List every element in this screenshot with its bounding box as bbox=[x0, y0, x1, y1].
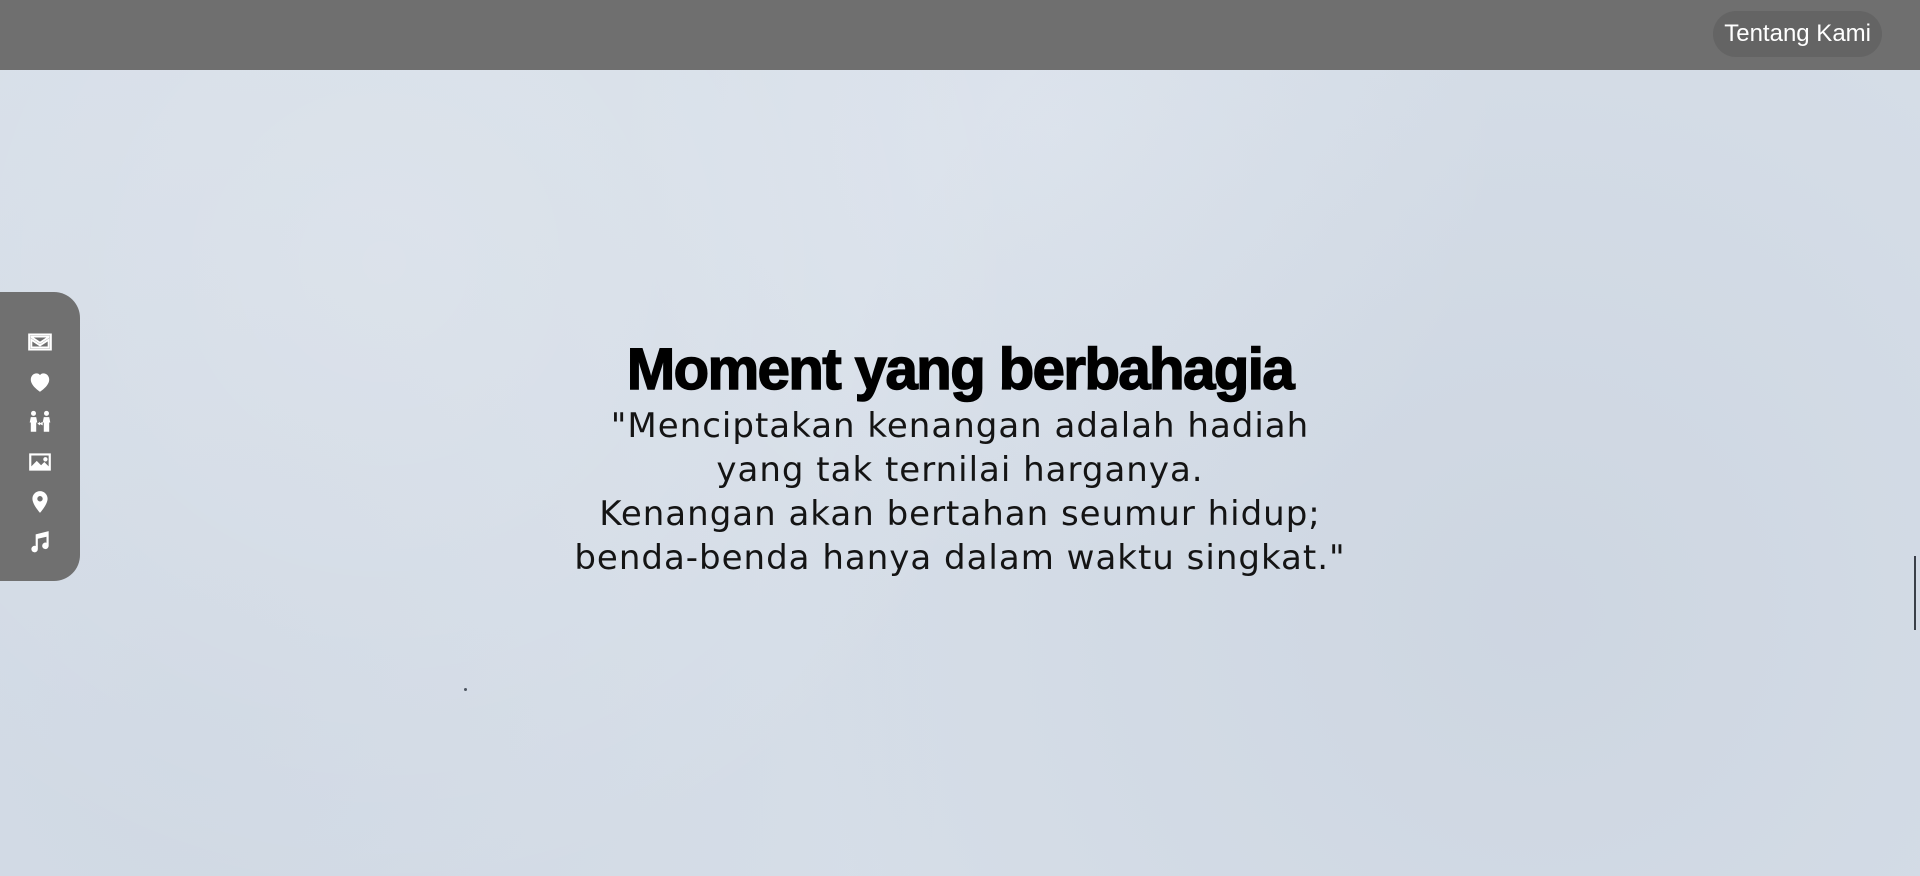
background-speck bbox=[464, 688, 467, 691]
hero-title: Moment yang berbahagia bbox=[626, 337, 1294, 402]
dock-button-invitation[interactable] bbox=[20, 322, 60, 362]
image-icon bbox=[27, 449, 53, 475]
heart-icon bbox=[27, 369, 53, 395]
top-navbar bbox=[0, 0, 1920, 70]
quote-line: Kenangan akan bertahan seumur hidup; bbox=[599, 494, 1321, 534]
dock-button-music[interactable] bbox=[20, 522, 60, 562]
quote-line: "Menciptakan kenangan adalah hadiah bbox=[610, 406, 1310, 446]
quote-line: yang tak ternilai harganya. bbox=[716, 450, 1204, 490]
location-pin-icon bbox=[27, 489, 53, 515]
hero-quote bbox=[0, 404, 1920, 580]
envelope-icon bbox=[27, 329, 53, 355]
dock-button-location[interactable] bbox=[20, 482, 60, 522]
nav-link-tentang-kami[interactable]: Tentang Kami bbox=[1713, 11, 1882, 57]
scroll-indicator[interactable] bbox=[1914, 556, 1916, 630]
dock-button-gallery[interactable] bbox=[20, 442, 60, 482]
couple-icon bbox=[27, 409, 53, 435]
dock-button-event[interactable] bbox=[20, 402, 60, 442]
music-note-icon bbox=[27, 529, 53, 555]
quote-line: benda-benda hanya dalam waktu singkat." bbox=[574, 538, 1346, 578]
dock-button-couple[interactable] bbox=[20, 362, 60, 402]
side-navigation-dock bbox=[0, 292, 80, 581]
